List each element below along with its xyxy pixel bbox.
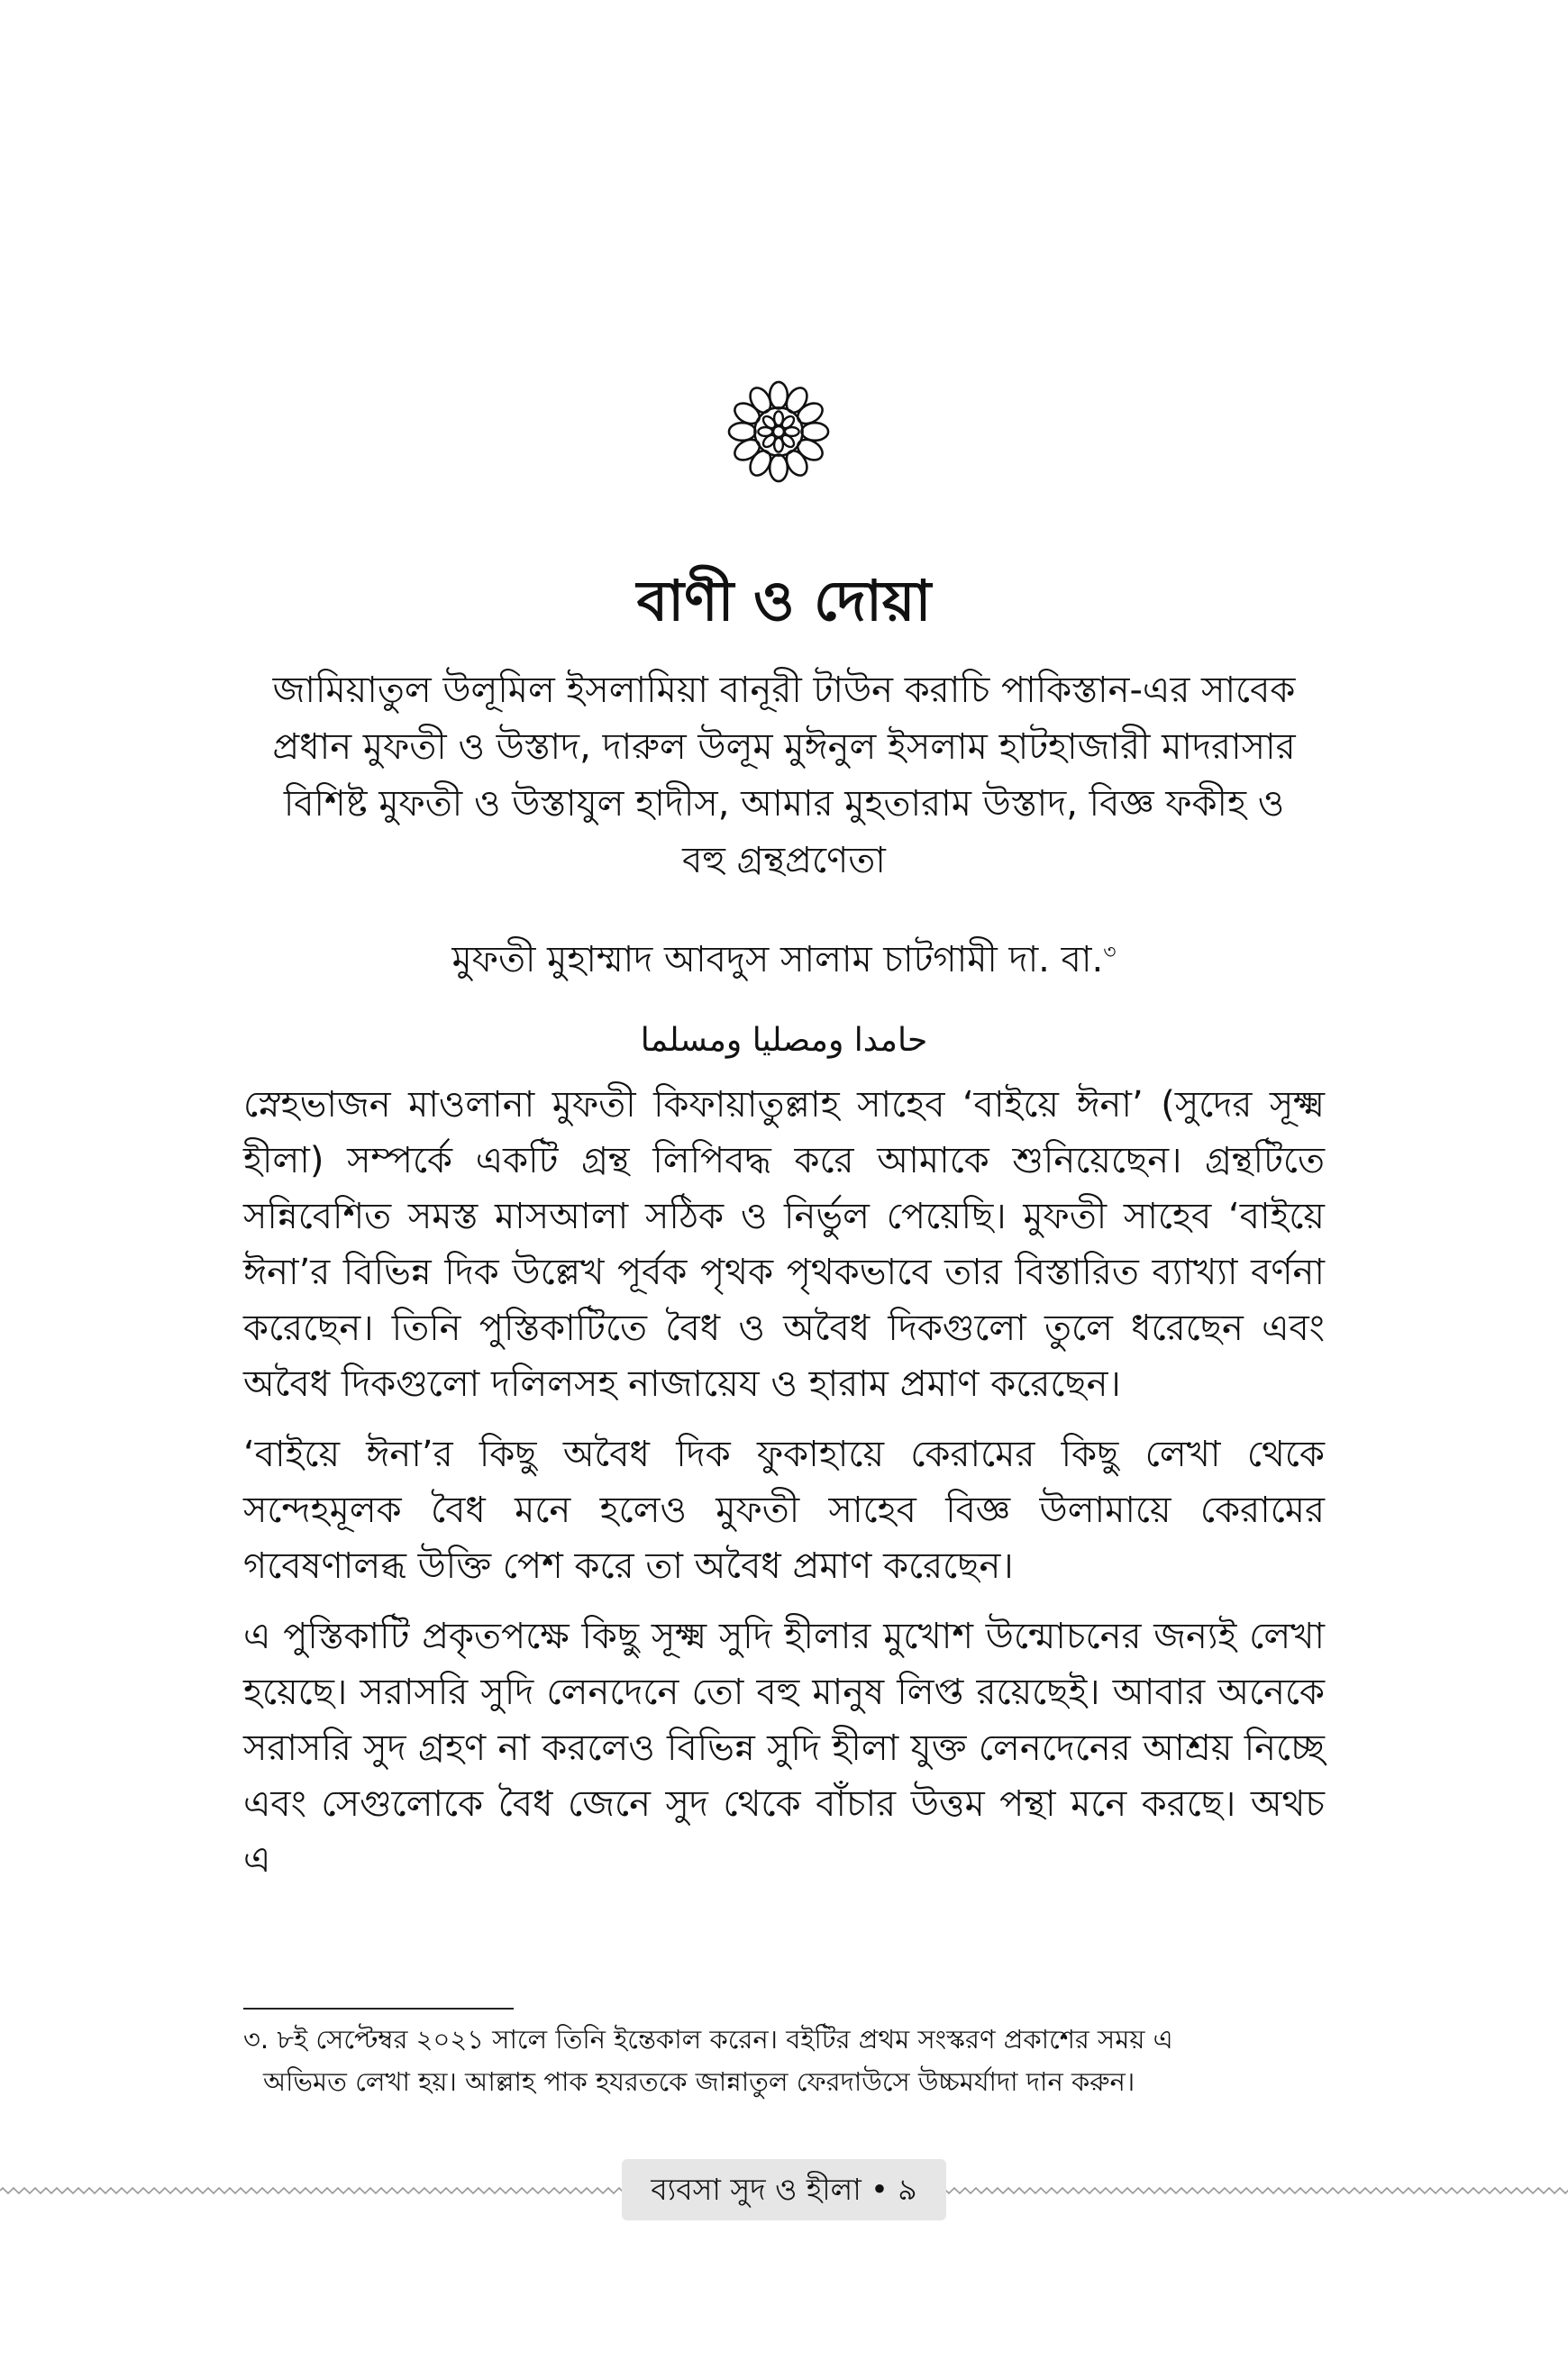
footnote-text: ৩. ৮ই সেপ্টেম্বর ২০২১ সালে তিনি ইন্তেকাল করেন। বইটির প্রথম সংস্করণ প্রকাশের সময় এ bbox=[243, 2024, 1173, 2055]
author-credentials bbox=[243, 662, 1325, 889]
author-name: মুফতী মুহাম্মাদ আবদুস সালাম চাটগামী দা. বা. bbox=[451, 939, 1104, 980]
body-text bbox=[243, 1077, 1325, 1902]
credentials-line: প্রধান মুফতী ও উস্তাদ, দারুল উলূম মুঈনুল ইসলাম হাটহাজারী মাদরাসার bbox=[272, 726, 1296, 768]
credentials-line: বিশিষ্ট মুফতী ও উস্তাযুল হাদীস, আমার মুহতারাম উস্তাদ, বিজ্ঞ ফকীহ ও bbox=[283, 783, 1285, 825]
page-title: বাণী ও দোয়া bbox=[636, 568, 932, 633]
paragraph: স্নেহভাজন মাওলানা মুফতী কিফায়াতুল্লাহ সাহেব ‘বাইয়ে ঈনা’ (সুদের সূক্ষ্ম হীলা) সম্পর্কে একটি গ্রন্থ লিপিবদ্ধ করে আমাকে শুনিয়েছেন। গ্রন্থটিতে সন্নিবেশিত সমস্ত মাসআলা সঠিক ও নির্ভুল পেয়েছি। মুফতী সাহেব ‘বাইয়ে ঈনা’র বিভিন্ন দিক উল্লেখ পূর্বক পৃথক পৃথকভাবে তার বিস্তারিত ব্যাখ্যা বর্ণনা করেছেন। তিনি পুস্তিকাটিতে বৈধ ও অবৈধ দিকগুলো তুলে ধরেছেন এবং অবৈধ দিকগুলো দলিলসহ নাজায়েয ও হারাম প্রমাণ করেছেন। bbox=[243, 1084, 1325, 1405]
footnote-text-continued: অভিমত লেখা হয়। আল্লাহ পাক হযরতকে জান্নাতুল ফেরদাউসে উচ্চমর্যাদা দান করুন। bbox=[263, 2066, 1135, 2097]
book-title-page-number: ব্যবসা সুদ ও হীলা • ৯ bbox=[651, 2172, 917, 2207]
footnote bbox=[243, 2019, 1325, 2103]
credentials-line: জামিয়াতুল উলূমিল ইসলামিয়া বানূরী টাউন করাচি পাকিস্তান-এর সাবেক bbox=[272, 670, 1296, 711]
author-line bbox=[243, 933, 1325, 987]
running-footer bbox=[622, 2159, 946, 2220]
footnote-reference[interactable]: ৩ bbox=[1103, 941, 1117, 964]
arabic-invocation: حامدا ومصليا ومسلما bbox=[640, 1022, 928, 1059]
footnote-divider bbox=[243, 2008, 514, 2010]
paragraph: ‘বাইয়ে ঈনা’র কিছু অবৈধ দিক ফুকাহায়ে কেরামের কিছু লেখা থেকে সন্দেহমূলক বৈধ মনে হলেও মুফতী সাহেব বিজ্ঞ উলামায়ে কেরামের গবেষণালব্ধ উক্তি পেশ করে তা অবৈধ প্রমাণ করেছেন। bbox=[243, 1434, 1325, 1587]
rosette-flower-icon bbox=[725, 378, 832, 485]
paragraph: এ পুস্তিকাটি প্রকৃতপক্ষে কিছু সূক্ষ্ম সুদি হীলার মুখোশ উন্মোচনের জন্যই লেখা হয়েছে। সরাসরি সুদি লেনদেনে তো বহু মানুষ লিপ্ত রয়েছেই। আবার অনেকে সরাসরি সুদ গ্রহণ না করলেও বিভিন্ন সুদি হীলা যুক্ত লেনদেনের আশ্রয় নিচ্ছে এবং সেগুলোকে বৈধ জেনে সুদ থেকে বাঁচার উত্তম পন্থা মনে করছে। অথচ এ bbox=[243, 1616, 1325, 1881]
credentials-line: বহু গ্রন্থপ্রণেতা bbox=[682, 840, 886, 881]
